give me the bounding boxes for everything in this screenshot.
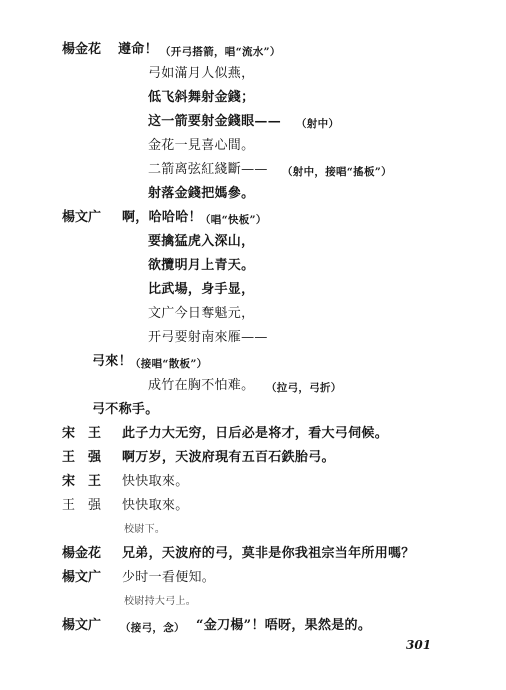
stage-direction: （接唱“散板”）: [130, 358, 208, 370]
stage-direction: 校尉下。: [124, 524, 166, 535]
verse-line: 成竹在胸不怕难。: [148, 378, 255, 393]
verse-line: 金花一見喜心間。: [148, 138, 255, 153]
stage-direction: （开弓搭箭，唱“流水”）: [160, 46, 281, 58]
speaker-name: 楊文广: [62, 210, 102, 225]
speaker-name: 宋 王: [62, 474, 102, 489]
verse-line: 弓如滿月人似燕，: [148, 66, 255, 81]
dialogue-line: 兄弟，天波府的弓，莫非是你我祖宗当年所用嗎？: [122, 546, 415, 561]
verse-line: 低飞斜舞射金錢；: [148, 90, 255, 105]
verse-line: 文广今日奪魁元，: [148, 306, 255, 321]
dialogue-line: 啊万岁，天波府現有五百石鉄胎弓。: [122, 450, 335, 465]
dialogue-line: “金刀楊”！唔呀，果然是的。: [196, 618, 372, 633]
verse-line: 欲攬明月上青天。: [148, 258, 255, 273]
dialogue-line: 遵命！: [118, 42, 158, 57]
speaker-name: 楊文广: [62, 618, 102, 633]
page-number: 301: [406, 638, 432, 652]
speaker-name: 王 强: [62, 450, 102, 465]
dialogue-line: 弓不称手。: [92, 402, 159, 417]
dialogue-line: 弓來！: [92, 354, 132, 369]
verse-line: 射落金錢把媽參。: [148, 186, 255, 201]
dialogue-line: 快快取來。: [122, 498, 189, 513]
dialogue-line: 快快取來。: [122, 474, 189, 489]
stage-direction: （射中）: [296, 118, 340, 130]
speaker-name: 楊金花: [62, 42, 102, 57]
dialogue-line: 少时一看便知。: [122, 570, 216, 585]
verse-line: 要擒猛虎入深山，: [148, 234, 255, 249]
stage-direction: （唱“快板”）: [200, 214, 267, 226]
verse-line: 开弓要射南來雁——: [148, 330, 268, 345]
verse-line: 二箭离弦紅綫斷——: [148, 162, 268, 177]
stage-direction: 校尉持大弓上。: [124, 596, 197, 607]
stage-direction: （拉弓，弓折）: [266, 382, 342, 394]
speaker-name: 王 强: [62, 498, 102, 513]
dialogue-line: 此子力大无穷，日后必是将才，看大弓伺候。: [122, 426, 389, 441]
verse-line: 这一箭要射金錢眼——: [148, 114, 281, 129]
speaker-name: 楊文广: [62, 570, 102, 585]
speaker-name: 宋 王: [62, 426, 102, 441]
stage-direction: （接弓，念）: [120, 622, 185, 634]
verse-line: 比武場，身手显，: [148, 282, 255, 297]
dialogue-line: 啊，哈哈哈！: [122, 210, 202, 225]
stage-direction: （射中，接唱“搖板”）: [282, 166, 392, 178]
speaker-name: 楊金花: [62, 546, 102, 561]
